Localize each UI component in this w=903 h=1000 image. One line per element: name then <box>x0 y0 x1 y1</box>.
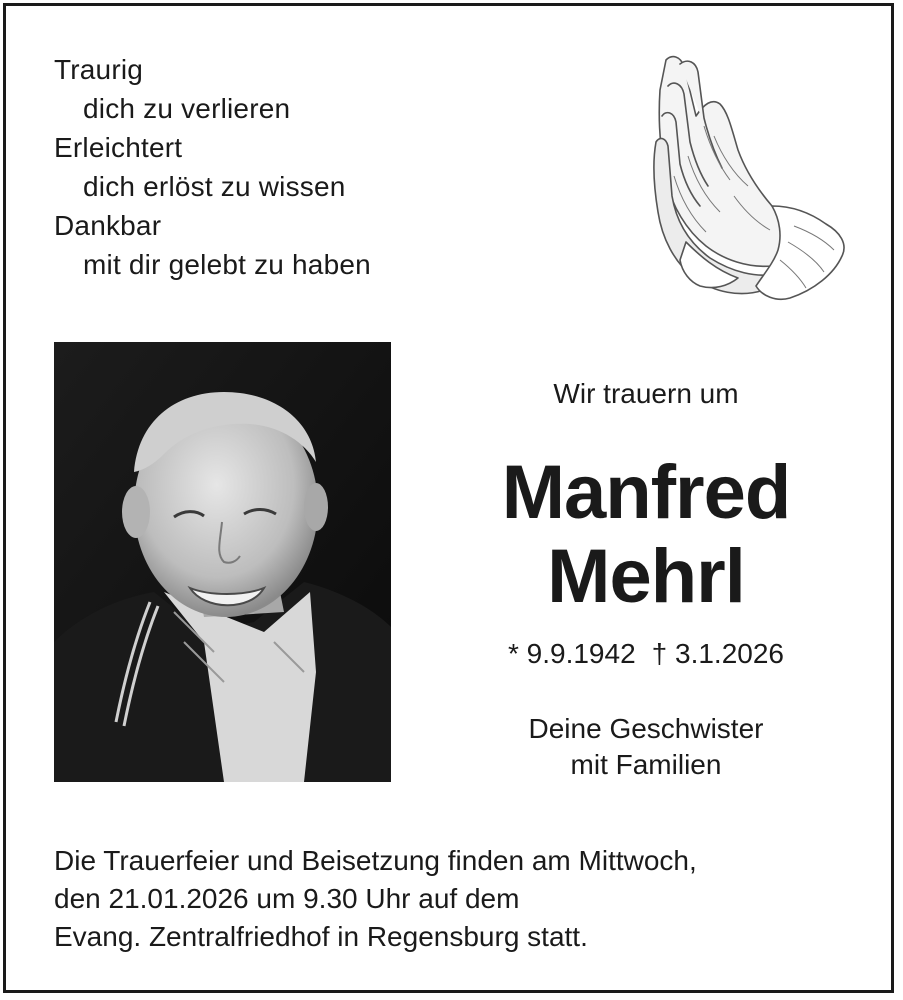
death-date: † 3.1.2026 <box>651 638 784 669</box>
funeral-line: Die Trauerfeier und Beisetzung finden am Mittwoch, <box>54 845 697 876</box>
mourning-intro: Wir trauern um <box>553 378 739 409</box>
obituary-frame <box>3 3 894 993</box>
poem <box>54 50 371 284</box>
funeral-line: Evang. Zentralfriedhof in Regensburg statt. <box>54 921 588 952</box>
poem-line: dich zu verlieren <box>83 93 291 124</box>
portrait-image <box>54 342 391 782</box>
poem-line: mit dir gelebt zu haben <box>83 249 371 280</box>
birth-date: * 9.9.1942 <box>507 638 636 669</box>
first-name: Manfred <box>501 450 791 535</box>
poem-line: dich erlöst zu wissen <box>83 171 346 202</box>
deceased-name <box>446 451 846 619</box>
portrait-photo <box>54 342 391 782</box>
mourners <box>446 711 846 783</box>
poem-line: Erleichtert <box>54 132 183 163</box>
funeral-line: den 21.01.2026 um 9.30 Uhr auf dem <box>54 883 520 914</box>
mourners-line: mit Familien <box>570 749 722 780</box>
life-dates <box>446 638 846 670</box>
mourners-line: Deine Geschwister <box>528 713 764 744</box>
poem-line: Traurig <box>54 54 144 85</box>
praying-hands-icon <box>644 46 849 304</box>
funeral-info <box>54 842 697 956</box>
last-name: Mehrl <box>547 534 745 619</box>
poem-line: Dankbar <box>54 210 162 241</box>
